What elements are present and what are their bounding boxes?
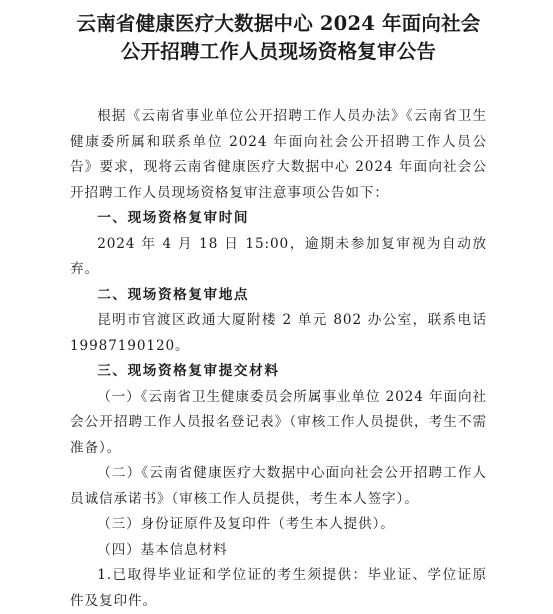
intro-paragraph: 根据《云南省事业单位公开招聘工作人员办法》《云南省卫生健康委所属和联系单位 2024 年面向社会公开招聘工作人员公告》要求，现将云南省健康医疗大数据中心 2024 年面向社会公开招聘工作人员现场资格复审注意事项公告如下：	[70, 108, 487, 201]
material-item-2: （二）《云南省健康医疗大数据中心面向社会公开招聘工作人员诚信承诺书》（审核工作人员提供，考生本人签字）。	[70, 465, 487, 507]
section-1-text: 2024 年 4 月 18 日 15:00，逾期未参加复审视为自动放弃。	[70, 235, 487, 277]
title-line-1: 云南省健康医疗大数据中心 2024 年面向社会	[76, 12, 481, 35]
announcement-title	[64, 10, 493, 66]
section-3-heading: 三、现场资格复审提交材料	[97, 363, 280, 379]
material-item-1: （一）《云南省卫生健康委员会所属事业单位 2024 年面向社会公开招聘工作人员报名登记表》（审核工作人员提供，考生不需准备）。	[70, 388, 487, 456]
section-1-heading: 一、现场资格复审时间	[97, 210, 250, 226]
announcement-body	[70, 104, 487, 614]
material-item-4: （四）基本信息材料	[97, 541, 228, 558]
material-item-3: （三）身份证原件及复印件（考生本人提供）。	[97, 516, 395, 532]
section-2-text: 昆明市官渡区政通大厦附楼 2 单元 802 办公室，联系电话 19987190120。	[70, 312, 487, 354]
section-2-heading: 二、现场资格复审地点	[97, 286, 250, 303]
title-line-2: 公开招聘工作人员现场资格复审公告	[120, 40, 437, 63]
material-item-4-1: 1.已取得毕业证和学位证的考生须提供：毕业证、学位证原件及复印件。	[70, 567, 487, 609]
